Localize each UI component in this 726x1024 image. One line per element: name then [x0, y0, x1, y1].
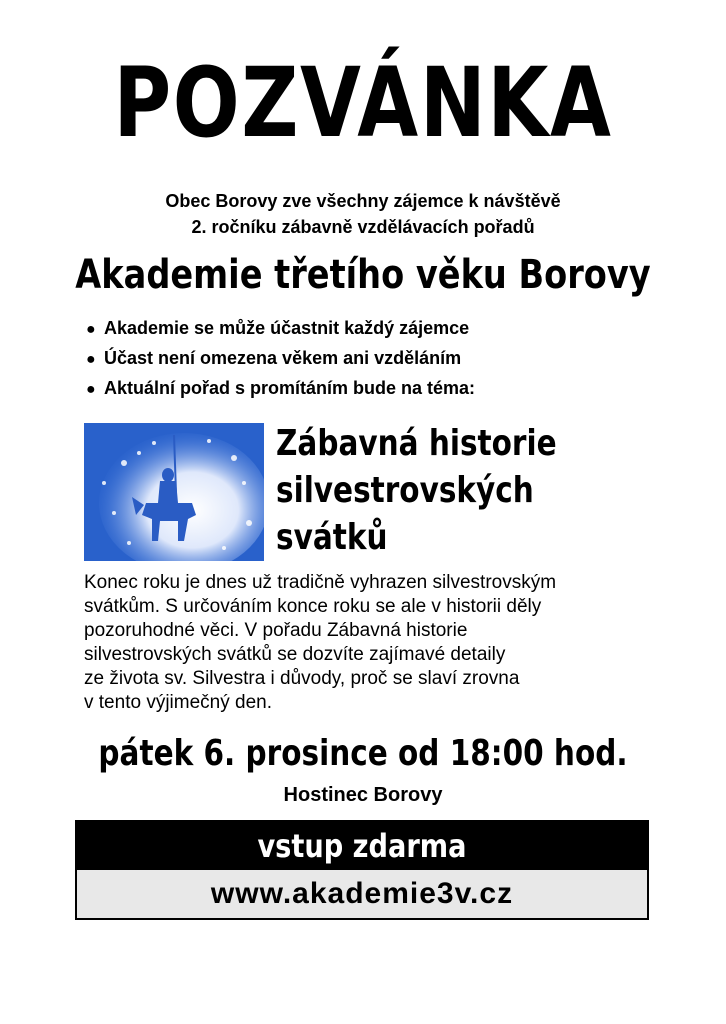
intro-line-1: Obec Borovy zve všechny zájemce k návštěvě — [165, 191, 561, 211]
description-line: svátkům. S určováním konce roku se ale v historii děly — [84, 596, 542, 617]
description-line: v tento výjimečný den. — [84, 692, 272, 713]
description-line: Konec roku je dnes už tradičně vyhrazen silvestrovským — [84, 572, 557, 593]
description-line: silvestrovských svátků se dozvíte zajímavé detaily — [84, 644, 506, 665]
event-venue: Hostinec Borovy — [283, 784, 443, 806]
free-entry-banner — [77, 822, 647, 870]
bullet-icon: ● — [86, 321, 96, 338]
info-banner — [75, 820, 649, 920]
intro-line-2: 2. ročníku zábavně vzdělávacích pořadů — [191, 217, 535, 237]
description-line: ze života sv. Silvestra i důvody, proč se slaví zrovna — [84, 668, 520, 689]
bullet-list — [86, 314, 475, 404]
topic-title-line-2: silvestrovských — [276, 470, 534, 511]
bullet-icon: ● — [86, 381, 96, 398]
st-wenceslas-statue-photo — [84, 423, 264, 561]
topic-description — [84, 571, 684, 715]
bullet-item: ● Aktuální pořad s promítáním bude na téma: — [86, 374, 475, 404]
website-link[interactable]: www.akademie3v.cz — [77, 870, 647, 918]
topic-title-line-1: Zábavná historie — [276, 423, 557, 464]
topic-title — [276, 420, 706, 561]
bullet-icon: ● — [86, 351, 96, 368]
topic-title-line-3: svátků — [276, 517, 388, 558]
bullet-item: ● Akademie se může účastnit každý zájemce — [86, 314, 475, 344]
bullet-item: ● Účast není omezena věkem ani vzděláním — [86, 344, 475, 374]
event-date-time: pátek 6. prosince od 18:00 hod. — [98, 733, 628, 774]
event-series-heading: Akademie třetího věku Borovy — [75, 252, 651, 298]
description-line: pozoruhodné věci. V pořadu Zábavná historie — [84, 620, 468, 641]
poster-title: POZVÁNKA — [113, 47, 613, 159]
free-entry-text: vstup zdarma — [257, 827, 467, 865]
